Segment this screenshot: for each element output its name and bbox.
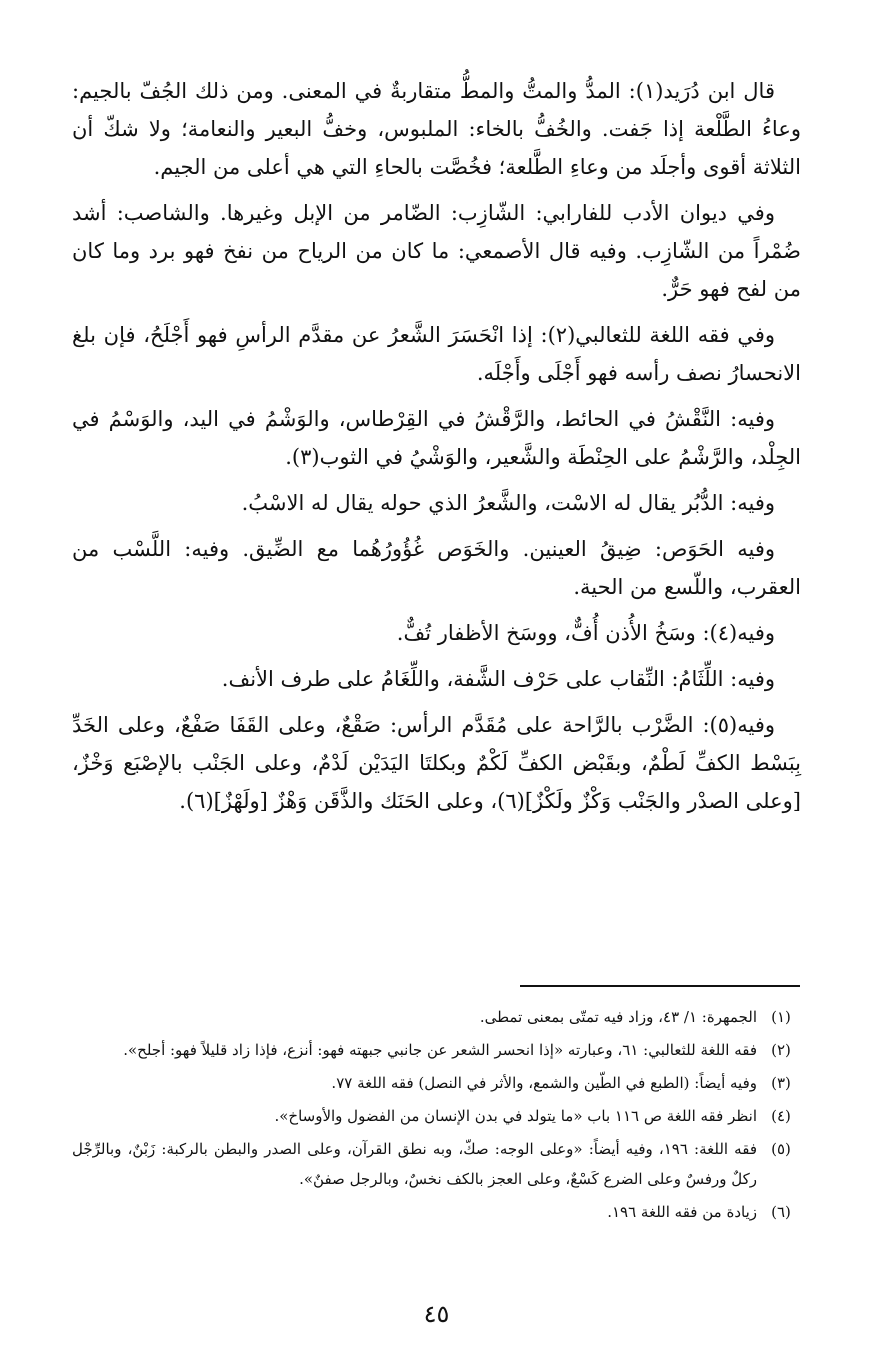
- paragraph-dubur: وفيه: الدُّبُر يقال له الاسْت، والشَّعرُ الذي حوله يقال له الاسْبُ.: [241, 491, 775, 515]
- footnote-text: انظر فقه اللغة ص ١١٦ باب «ما يتولد في بدن الإنسان من الفضول والأوساخ».: [274, 1107, 757, 1125]
- footnote-text: الجمهرة: ١/ ٤٣، وزاد فيه تمتّى بمعنى تمطى.: [479, 1008, 757, 1026]
- paragraph-ibn-durayd: قال ابن دُرَيد(١): المدُّ والمتُّ والمطُّ متقاربةٌ في المعنى. ومن ذلك الجُفّ بالجيم: وعاءُ الطَّلْعة إذا جَفت. والخُفُّ بالخاء: الملبوس، وخفُّ البعير والنعامة؛ ولا شكّ أن الثلاثة أقوى وأجلَد من وعاءِ الطَّلعة؛ فخُصَّت بالحاءِ التي هي أعلى من الجيم.: [72, 79, 801, 179]
- paragraph-farabi: وفي ديوان الأدب للفارابي: الشّازِب: الضّامر من الإبل وغيرها. والشاصب: أشد ضُمْراً من الشّازِب. وفيه قال الأصمعي: ما كان من الرياح من نفخ فهو برد وما كان من لفح فهو حَرٌّ.: [72, 201, 802, 301]
- footnote-number: (٢): [771, 1041, 791, 1059]
- footnote: [72, 1134, 801, 1194]
- paragraph-darb: وفيه(٥): الضَّرْب بالرَّاحة على مُقَدَّم الرأس: صَقْعٌ، وعلى القَفَا صَفْعٌ، وعلى الخَدِّ بِبَسْط الكفِّ لَطْمٌ، وبقَبْض الكفِّ لَكْمٌ وبكلتَا اليَدَيْن لَدْمٌ، وعلى الجَنْب بالإصْبَع وَخْزٌ، [وعلى الصدْر والجَنْب وَكْزٌ ولَكْزٌ](٦)، وعلى الحَنَك والذَّقَن وَهْزٌ [ولَهْزٌ](٦).: [72, 713, 801, 813]
- footnote-number: (٦): [771, 1203, 791, 1221]
- footnote: [72, 1002, 801, 1032]
- footnote-text: وفيه أيضاً: (الطبع في الطّين والشمع، والأثر في النصل) فقه اللغة ٧٧.: [331, 1074, 757, 1092]
- paragraph-naqsh: وفيه: النَّقْشُ في الحائط، والرَّقْشُ في القِرْطاس، والوَشْمُ في اليد، والوَسْمُ في الجِلْد، والرَّشْمُ على الحِنْطَة والشَّعير، والوَشْيُ في الثوب(٣).: [72, 407, 801, 469]
- page-number: ٤٥: [423, 1300, 450, 1328]
- paragraph-hawas: وفيه الحَوَص: ضِيقُ العينين. والخَوَص غُؤُورُهُما مع الضِّيق. وفيه: اللَّسْب من العقرب، واللّسع من الحية.: [72, 537, 801, 599]
- main-text: [72, 72, 801, 828]
- footnote: [72, 1101, 801, 1131]
- paragraph-thaalibi: وفي فقه اللغة للثعالبي(٢): إذا انْحَسَرَ الشَّعرُ عن مقدَّم الرأسِ فهو أَجْلَحُ، فإن بلغ الانحسارُ نصف رأسه فهو أَجْلَى وأَجْلَه.: [72, 323, 801, 385]
- footnote-number: (٤): [771, 1107, 791, 1125]
- paragraph-litham: وفيه: اللِّثَامُ: النِّقاب على حَرْف الشَّفة، واللِّغَامُ على طرف الأنف.: [221, 667, 775, 691]
- footnote-number: (٣): [771, 1074, 791, 1092]
- footnote-number: (١): [771, 1008, 791, 1026]
- footnote: [72, 1035, 801, 1065]
- paragraph-wasakh: وفيه(٤): وسَخُ الأُذن أُفٌّ، ووسَخ الأظفار تُفٌّ.: [396, 621, 775, 645]
- footnote-text: فقه اللغة للثعالبي: ٦١، وعبارته «إذا انحسر الشعر عن جانبي جبهته فهو: أنزع، فإذا زاد قليلاً فهو: أجلح».: [123, 1041, 757, 1059]
- footnote-number: (٥): [771, 1140, 791, 1158]
- footnotes: [72, 1002, 801, 1230]
- footnote: [72, 1068, 801, 1098]
- footnote: [72, 1197, 801, 1227]
- footnote-text: زيادة من فقه اللغة ١٩٦.: [607, 1203, 757, 1221]
- footnote-separator: [520, 985, 800, 987]
- footnote-text: فقه اللغة: ١٩٦، وفيه أيضاً: «وعلى الوجه: صكّ، وبه نطق القرآن، وعلى الصدر والبطن بالركبة: زَبْنٌ، وبالرِّجْل ركلٌ ورفسٌ وعلى الضرع كَسْعٌ، وعلى العجز بالكف نخسٌ، وبالرجل صفنٌ».: [72, 1140, 757, 1188]
